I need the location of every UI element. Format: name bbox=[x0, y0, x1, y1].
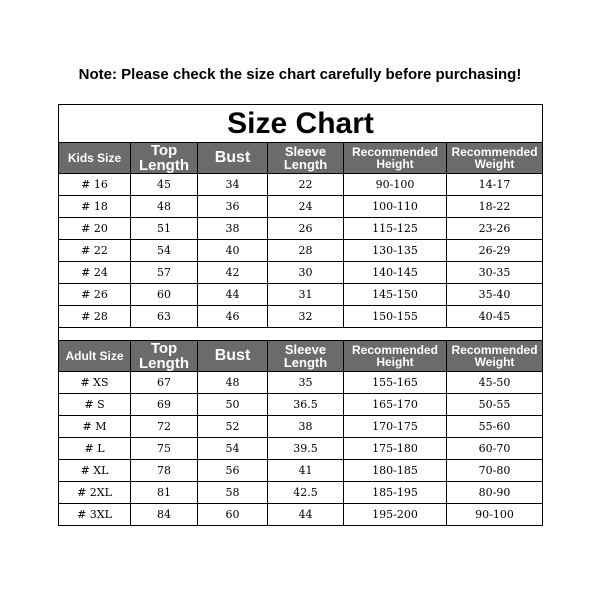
cell-size: # 16 bbox=[59, 174, 131, 196]
table-row bbox=[59, 438, 543, 460]
cell-sleeve-length: 35 bbox=[268, 372, 344, 394]
cell-top-length: 69 bbox=[131, 394, 198, 416]
adult-header-row bbox=[59, 341, 543, 372]
header-top-length-line2: Length bbox=[139, 157, 189, 174]
cell-sleeve-length: 24 bbox=[268, 196, 344, 218]
table-row bbox=[59, 284, 543, 306]
cell-recommended-height: 90-100 bbox=[344, 174, 447, 196]
cell-recommended-weight: 14-17 bbox=[447, 174, 543, 196]
cell-top-length: 63 bbox=[131, 306, 198, 328]
header-recommended-height-line1: Recommended bbox=[351, 145, 439, 159]
cell-size: # 26 bbox=[59, 284, 131, 306]
cell-recommended-weight: 45-50 bbox=[447, 372, 543, 394]
header-sleeve-length bbox=[268, 143, 344, 174]
cell-sleeve-length: 38 bbox=[268, 416, 344, 438]
header-top-length-line2: Length bbox=[139, 355, 189, 372]
header-recommended-weight-line2: Weight bbox=[474, 355, 515, 369]
cell-sleeve-length: 22 bbox=[268, 174, 344, 196]
header-bust: Bust bbox=[198, 341, 268, 372]
header-recommended-height-line1: Recommended bbox=[351, 343, 439, 357]
cell-top-length: 72 bbox=[131, 416, 198, 438]
cell-recommended-weight: 70-80 bbox=[447, 460, 543, 482]
kids-header-row bbox=[59, 143, 543, 174]
table-row bbox=[59, 262, 543, 284]
table-row bbox=[59, 416, 543, 438]
header-top-length-line1: Top bbox=[150, 142, 178, 159]
cell-recommended-weight: 30-35 bbox=[447, 262, 543, 284]
table-row bbox=[59, 174, 543, 196]
cell-bust: 40 bbox=[198, 240, 268, 262]
cell-bust: 60 bbox=[198, 504, 268, 526]
cell-recommended-height: 180-185 bbox=[344, 460, 447, 482]
cell-recommended-height: 140-145 bbox=[344, 262, 447, 284]
cell-size: # 28 bbox=[59, 306, 131, 328]
table-row bbox=[59, 504, 543, 526]
table-row bbox=[59, 196, 543, 218]
cell-recommended-height: 115-125 bbox=[344, 218, 447, 240]
cell-top-length: 48 bbox=[131, 196, 198, 218]
table-row bbox=[59, 460, 543, 482]
header-sleeve-length-line2: Length bbox=[283, 355, 328, 370]
header-sleeve-length-line2: Length bbox=[283, 157, 328, 172]
header-recommended-height-line2: Height bbox=[376, 157, 414, 171]
size-chart-table bbox=[58, 104, 543, 526]
cell-recommended-weight: 80-90 bbox=[447, 482, 543, 504]
cell-recommended-weight: 26-29 bbox=[447, 240, 543, 262]
cell-sleeve-length: 42.5 bbox=[268, 482, 344, 504]
cell-bust: 34 bbox=[198, 174, 268, 196]
cell-top-length: 54 bbox=[131, 240, 198, 262]
cell-size: # 3XL bbox=[59, 504, 131, 526]
cell-sleeve-length: 28 bbox=[268, 240, 344, 262]
cell-top-length: 75 bbox=[131, 438, 198, 460]
header-top-length bbox=[131, 341, 198, 372]
header-top-length bbox=[131, 143, 198, 174]
cell-recommended-height: 150-155 bbox=[344, 306, 447, 328]
cell-bust: 58 bbox=[198, 482, 268, 504]
cell-bust: 52 bbox=[198, 416, 268, 438]
cell-top-length: 57 bbox=[131, 262, 198, 284]
cell-top-length: 84 bbox=[131, 504, 198, 526]
header-recommended-height bbox=[344, 341, 447, 372]
cell-recommended-weight: 35-40 bbox=[447, 284, 543, 306]
cell-size: # S bbox=[59, 394, 131, 416]
header-recommended-height bbox=[344, 143, 447, 174]
cell-size: # XL bbox=[59, 460, 131, 482]
cell-sleeve-length: 39.5 bbox=[268, 438, 344, 460]
cell-sleeve-length: 36.5 bbox=[268, 394, 344, 416]
cell-recommended-height: 155-165 bbox=[344, 372, 447, 394]
header-recommended-height-line2: Height bbox=[376, 355, 414, 369]
section-spacer-row bbox=[59, 328, 543, 341]
cell-recommended-height: 130-135 bbox=[344, 240, 447, 262]
cell-bust: 42 bbox=[198, 262, 268, 284]
header-recommended-weight-line1: Recommended bbox=[451, 343, 538, 357]
cell-size: # 18 bbox=[59, 196, 131, 218]
cell-bust: 54 bbox=[198, 438, 268, 460]
cell-recommended-weight: 40-45 bbox=[447, 306, 543, 328]
cell-sleeve-length: 32 bbox=[268, 306, 344, 328]
cell-recommended-height: 165-170 bbox=[344, 394, 447, 416]
cell-sleeve-length: 31 bbox=[268, 284, 344, 306]
cell-bust: 36 bbox=[198, 196, 268, 218]
table-row bbox=[59, 218, 543, 240]
header-sleeve-length-line1: Sleeve bbox=[284, 144, 327, 159]
cell-recommended-weight: 18-22 bbox=[447, 196, 543, 218]
cell-bust: 38 bbox=[198, 218, 268, 240]
cell-recommended-height: 185-195 bbox=[344, 482, 447, 504]
cell-recommended-height: 100-110 bbox=[344, 196, 447, 218]
header-kids-size: Kids Size bbox=[59, 143, 131, 174]
cell-top-length: 60 bbox=[131, 284, 198, 306]
cell-recommended-height: 170-175 bbox=[344, 416, 447, 438]
cell-recommended-height: 145-150 bbox=[344, 284, 447, 306]
section-spacer bbox=[59, 328, 543, 341]
cell-size: # 2XL bbox=[59, 482, 131, 504]
table-row bbox=[59, 240, 543, 262]
cell-top-length: 78 bbox=[131, 460, 198, 482]
table-row bbox=[59, 372, 543, 394]
cell-size: # XS bbox=[59, 372, 131, 394]
header-recommended-weight-line1: Recommended bbox=[451, 145, 538, 159]
cell-sleeve-length: 26 bbox=[268, 218, 344, 240]
header-recommended-weight bbox=[447, 341, 543, 372]
header-sleeve-length-line1: Sleeve bbox=[284, 342, 327, 357]
cell-top-length: 67 bbox=[131, 372, 198, 394]
cell-recommended-height: 195-200 bbox=[344, 504, 447, 526]
cell-recommended-height: 175-180 bbox=[344, 438, 447, 460]
cell-recommended-weight: 60-70 bbox=[447, 438, 543, 460]
table-row bbox=[59, 306, 543, 328]
table-row bbox=[59, 482, 543, 504]
cell-recommended-weight: 23-26 bbox=[447, 218, 543, 240]
cell-sleeve-length: 30 bbox=[268, 262, 344, 284]
header-recommended-weight bbox=[447, 143, 543, 174]
cell-size: # 22 bbox=[59, 240, 131, 262]
chart-title: Size Chart bbox=[59, 105, 543, 143]
cell-size: # 20 bbox=[59, 218, 131, 240]
cell-bust: 50 bbox=[198, 394, 268, 416]
cell-recommended-weight: 50-55 bbox=[447, 394, 543, 416]
cell-size: # 24 bbox=[59, 262, 131, 284]
cell-top-length: 51 bbox=[131, 218, 198, 240]
header-adult-size: Adult Size bbox=[59, 341, 131, 372]
header-top-length-line1: Top bbox=[150, 340, 178, 357]
cell-bust: 56 bbox=[198, 460, 268, 482]
header-bust: Bust bbox=[198, 143, 268, 174]
cell-sleeve-length: 41 bbox=[268, 460, 344, 482]
cell-bust: 44 bbox=[198, 284, 268, 306]
cell-size: # M bbox=[59, 416, 131, 438]
cell-bust: 46 bbox=[198, 306, 268, 328]
cell-recommended-weight: 90-100 bbox=[447, 504, 543, 526]
cell-sleeve-length: 44 bbox=[268, 504, 344, 526]
table-row bbox=[59, 394, 543, 416]
cell-top-length: 81 bbox=[131, 482, 198, 504]
purchase-note: Note: Please check the size chart carefully before purchasing! bbox=[78, 66, 522, 83]
header-recommended-weight-line2: Weight bbox=[474, 157, 515, 171]
header-sleeve-length bbox=[268, 341, 344, 372]
cell-top-length: 45 bbox=[131, 174, 198, 196]
cell-bust: 48 bbox=[198, 372, 268, 394]
cell-recommended-weight: 55-60 bbox=[447, 416, 543, 438]
cell-size: # L bbox=[59, 438, 131, 460]
